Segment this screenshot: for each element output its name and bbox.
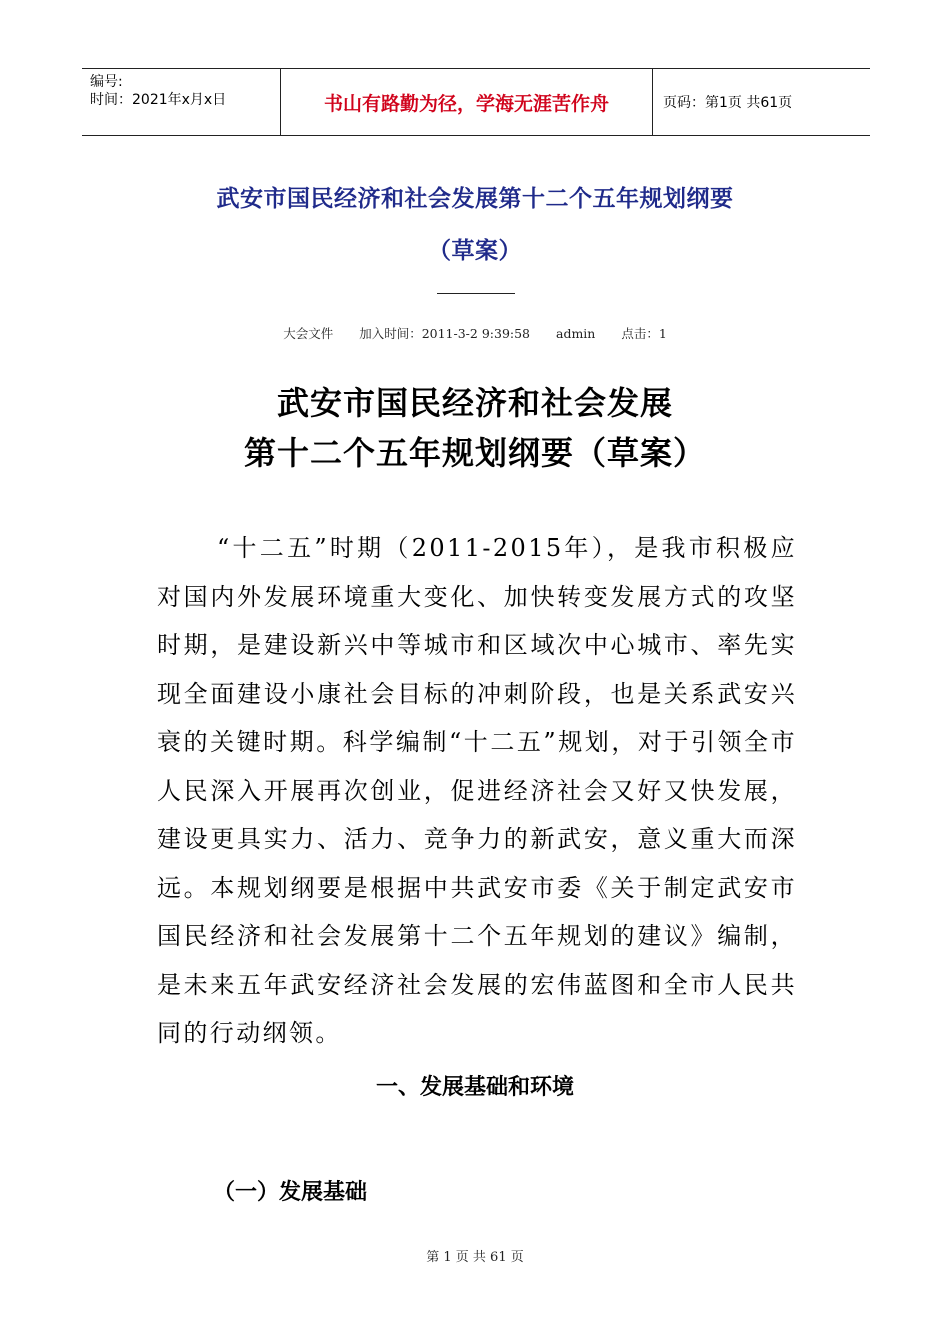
motto-cell — [281, 69, 653, 135]
page-info: 页码：第1页 共61页 — [663, 95, 793, 111]
meta-added-time: 加入时间：2011-3-2 9:39:58 — [359, 326, 531, 341]
header-table — [82, 68, 870, 136]
number-label: 编号: — [90, 74, 123, 90]
meta-author: admin — [556, 326, 596, 341]
main-title-line1: 武安市国民经济和社会发展 — [276, 384, 673, 422]
meta-clicks: 点击：1 — [621, 326, 667, 341]
main-title-line2: 第十二个五年规划纲要（草案） — [243, 434, 706, 472]
motto-text: 书山有路勤为径，学海无涯苦作舟 — [323, 92, 609, 115]
page-info-cell — [653, 69, 870, 135]
section-heading: 一、发展基础和环境 — [375, 1075, 574, 1100]
header-info-cell — [82, 69, 281, 135]
title-divider — [437, 293, 515, 294]
article-meta — [0, 324, 950, 342]
intro-paragraph: “十二五”时期（2011-2015年），是我市积极应对国内外发展环境重大变化、加快转变发展方式的攻坚时期，是建设新兴中等城市和区域次中心城市、率先实现全面建设小康社会目标的冲刺阶段，也是关系武安兴衰的关键时期。科学编制“十二五”规划，对于引领全市人民深入开展再次创业，促进经济社会又好又快发展，建设更具实力、活力、竞争力的新武安，意义重大而深远。本规划纲要是根据中共武安市委《关于制定武安市国民经济和社会发展第十二个五年规划的建议》编制，是未来五年武安经济社会发展的宏伟蓝图和全市人民共同的行动纲领。 — [157, 534, 797, 1047]
date-label: 时间：2021年x月x日 — [90, 92, 227, 108]
document-title: 武安市国民经济和社会发展第十二个五年规划纲要 — [216, 186, 734, 212]
subsection-heading: （一）发展基础 — [213, 1180, 368, 1205]
page-footer: 第 1 页 共 61 页 — [426, 1250, 524, 1265]
document-subtitle: （草案） — [428, 238, 522, 264]
meta-category: 大会文件 — [283, 326, 334, 341]
